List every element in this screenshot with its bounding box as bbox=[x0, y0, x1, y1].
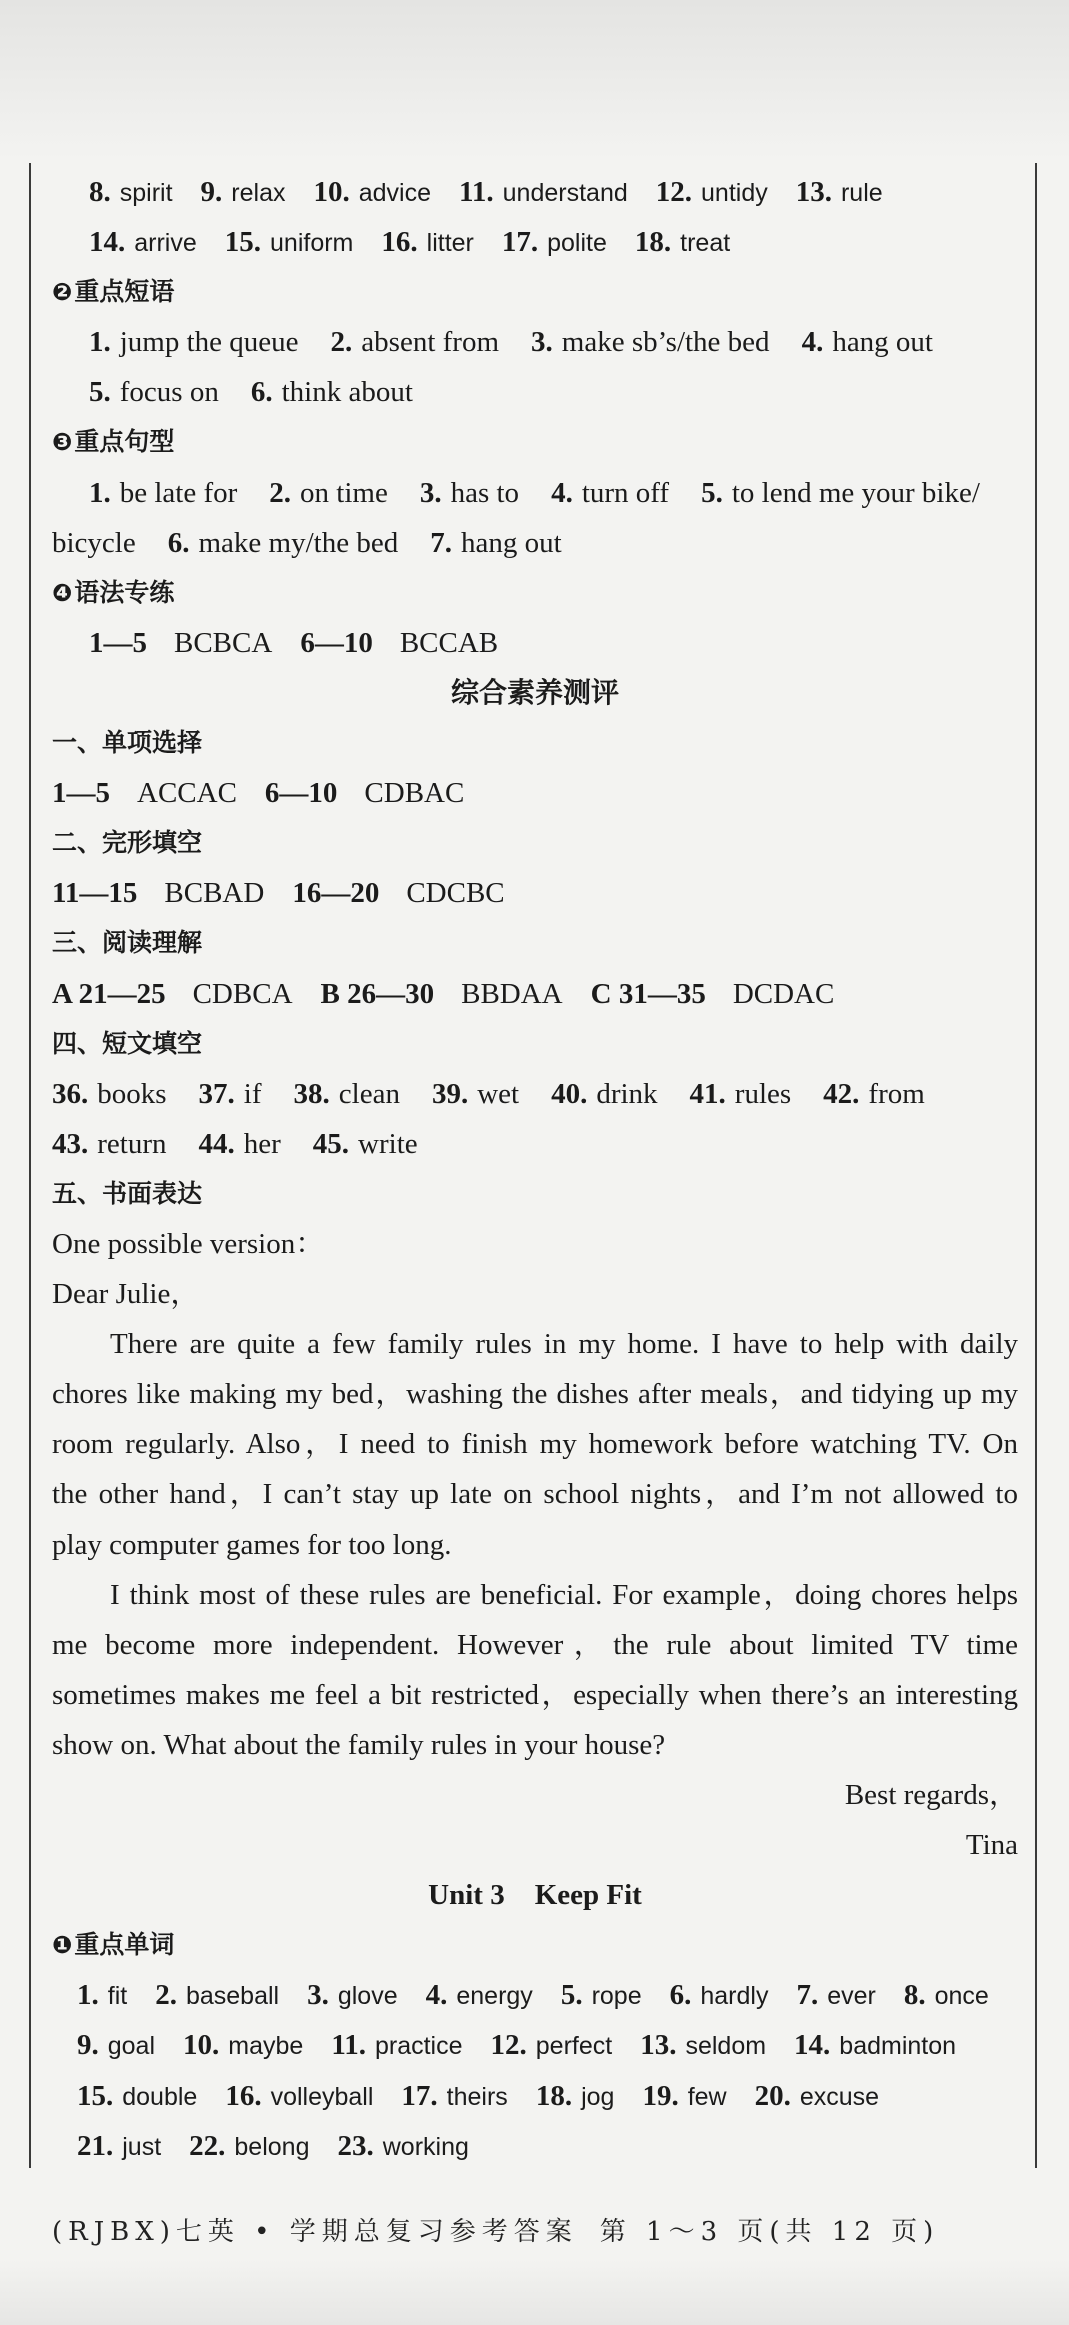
item-number: 1. bbox=[89, 326, 111, 359]
item-answer: relax bbox=[231, 179, 286, 207]
item-number: B 26—30 bbox=[320, 977, 435, 1010]
item-number: 7. bbox=[430, 526, 452, 559]
item-answer: double bbox=[122, 2082, 198, 2111]
item-number: 6. bbox=[669, 1979, 692, 2012]
item-number: 16. bbox=[225, 2079, 262, 2112]
item-number: 10. bbox=[313, 176, 350, 208]
item-number: 13. bbox=[795, 176, 832, 208]
item-answer: hang out bbox=[460, 526, 562, 559]
letter-signature: Tina bbox=[965, 1829, 1018, 1862]
item-answer: few bbox=[687, 2082, 727, 2111]
item-number: 5. bbox=[701, 476, 723, 509]
essay-line: There are quite a few family rules in my home. I have to help with daily bbox=[110, 1328, 1018, 1361]
item-answer: focus on bbox=[119, 376, 219, 409]
answer-item bbox=[531, 317, 770, 367]
item-number: 20. bbox=[754, 2079, 791, 2112]
item-number: 17. bbox=[501, 226, 539, 259]
item-number: 21. bbox=[77, 2129, 114, 2162]
item-number: 2. bbox=[155, 1979, 177, 2012]
item-answer: untidy bbox=[701, 179, 768, 207]
item-number: 5. bbox=[89, 376, 111, 409]
item-answer: clean bbox=[338, 1077, 400, 1110]
item-answer: jump the queue bbox=[119, 326, 299, 359]
item-number: 37. bbox=[198, 1077, 235, 1110]
item-number: 23. bbox=[337, 2129, 374, 2162]
reading-answer-row bbox=[52, 969, 1018, 1019]
item-number: 8. bbox=[89, 176, 111, 208]
item-answer: goal bbox=[107, 2032, 156, 2061]
item-number: 7. bbox=[796, 1979, 819, 2012]
unit-name: Keep Fit bbox=[534, 1879, 642, 1912]
answer-item bbox=[796, 167, 883, 218]
item-number: 12. bbox=[490, 2029, 527, 2062]
item-answer: rope bbox=[591, 1982, 642, 2011]
scan-shading-top bbox=[0, 0, 1069, 160]
item-answer: maybe bbox=[228, 2032, 304, 2061]
item-answer: CDCBC bbox=[406, 877, 505, 910]
item-answer: hardly bbox=[700, 1982, 769, 2011]
item-answer: be late for bbox=[119, 476, 238, 509]
answer-item bbox=[52, 868, 264, 918]
item-answer: perfect bbox=[535, 2032, 613, 2061]
item-answer: BCBAD bbox=[164, 877, 265, 910]
assessment-title: 综合素养测评 bbox=[450, 675, 619, 709]
item-answer: BBDAA bbox=[461, 977, 563, 1010]
footer-page-range: 第 1～3 页(共 12 页) bbox=[599, 2217, 940, 2247]
item-answer: return bbox=[97, 1127, 167, 1160]
item-number: 18. bbox=[634, 226, 672, 259]
item-answer: make my/the bed bbox=[198, 526, 399, 559]
item-number: 3. bbox=[307, 1979, 329, 2012]
letter-greeting: Dear Julie， bbox=[52, 1278, 200, 1311]
section-heading-writing: 五、书面表达 bbox=[52, 1178, 203, 1208]
item-number: 14. bbox=[794, 2029, 831, 2062]
item-number: 4. bbox=[551, 476, 573, 509]
item-number: 16. bbox=[381, 226, 418, 259]
item-answer: advice bbox=[358, 179, 431, 207]
answer-item bbox=[269, 468, 388, 518]
item-number: 45. bbox=[312, 1127, 350, 1160]
item-answer: to lend me your bike/ bbox=[731, 476, 980, 509]
answer-item bbox=[670, 1970, 769, 2021]
answer-item bbox=[292, 868, 504, 918]
answer-item bbox=[642, 2071, 726, 2122]
item-answer: badminton bbox=[839, 2032, 957, 2061]
item-number: 36. bbox=[52, 1077, 89, 1110]
answer-item bbox=[89, 468, 237, 518]
item-answer: glove bbox=[337, 1982, 398, 2011]
item-answer: belong bbox=[234, 2132, 310, 2161]
item-answer: has to bbox=[450, 476, 520, 509]
answer-item bbox=[89, 367, 219, 417]
page-footer bbox=[52, 2207, 939, 2257]
essay-line: show on. What about the family rules in your house? bbox=[52, 1728, 666, 1761]
gap-fill-answer-row bbox=[52, 1069, 1018, 1119]
item-number: 43. bbox=[52, 1127, 89, 1160]
phrase-row bbox=[52, 317, 1018, 367]
answer-item bbox=[591, 969, 835, 1019]
answer-item bbox=[420, 468, 519, 518]
item-number: 11. bbox=[331, 2029, 366, 2062]
item-number: 11. bbox=[459, 176, 494, 208]
item-answer: theirs bbox=[446, 2082, 508, 2111]
item-number: 15. bbox=[224, 226, 262, 259]
item-number: 44. bbox=[198, 1127, 235, 1160]
item-answer: practice bbox=[374, 2032, 463, 2061]
answer-item bbox=[89, 167, 173, 218]
item-answer: baseball bbox=[185, 1982, 280, 2011]
answer-item bbox=[491, 2020, 613, 2071]
item-number: 14. bbox=[89, 226, 126, 259]
item-number: 5. bbox=[560, 1979, 583, 2012]
item-answer: drink bbox=[596, 1077, 658, 1110]
vocab-row bbox=[52, 2121, 1018, 2171]
item-answer: polite bbox=[547, 229, 607, 258]
item-answer: litter bbox=[426, 229, 474, 258]
answer-item bbox=[89, 217, 197, 268]
item-number: 6. bbox=[167, 526, 190, 559]
item-answer: rules bbox=[734, 1077, 792, 1110]
phrase-row bbox=[52, 367, 1018, 417]
answer-item bbox=[331, 2020, 462, 2071]
item-answer: make sb’s/the bed bbox=[561, 326, 770, 359]
section-heading-single-choice: 一、单项选择 bbox=[52, 728, 203, 758]
item-number: A 21—25 bbox=[52, 977, 166, 1010]
section-number-badge: ❹ bbox=[52, 578, 73, 607]
answer-item bbox=[401, 2071, 507, 2122]
section-number-badge: ❸ bbox=[52, 428, 73, 457]
unit-title bbox=[52, 1870, 1018, 1920]
answer-item bbox=[307, 1970, 398, 2021]
item-answer: from bbox=[868, 1077, 925, 1110]
essay-line: room regularly. Also，I need to finish my homework before watching TV. On bbox=[52, 1428, 1018, 1461]
section-heading-reading: 三、阅读理解 bbox=[52, 928, 203, 958]
answer-item bbox=[321, 969, 563, 1019]
item-answer: bicycle bbox=[52, 526, 136, 559]
answer-item bbox=[331, 317, 499, 367]
vocab-row bbox=[52, 217, 1018, 267]
item-number: 11—15 bbox=[52, 877, 138, 910]
item-answer: rule bbox=[840, 179, 883, 207]
item-number: 13. bbox=[640, 2029, 677, 2062]
unit-number: Unit 3 bbox=[428, 1879, 505, 1912]
item-answer: uniform bbox=[270, 229, 354, 258]
sentence-row bbox=[52, 468, 1018, 518]
answer-item bbox=[536, 2071, 615, 2122]
item-answer: energy bbox=[456, 1982, 533, 2011]
item-answer: just bbox=[122, 2132, 162, 2161]
item-answer: volleyball bbox=[270, 2082, 374, 2111]
item-number: 1. bbox=[77, 1979, 99, 2012]
answer-content bbox=[52, 167, 1018, 2171]
item-number: 4. bbox=[801, 326, 824, 359]
vocab-row bbox=[52, 2020, 1018, 2070]
answer-item bbox=[52, 518, 136, 568]
section-heading-label: 语法专练 bbox=[74, 577, 175, 607]
item-answer: working bbox=[382, 2132, 469, 2161]
item-number: 2. bbox=[269, 476, 292, 509]
answer-item bbox=[459, 167, 628, 218]
answer-item bbox=[77, 2121, 161, 2172]
item-answer: her bbox=[243, 1127, 281, 1160]
item-number: 6. bbox=[250, 376, 273, 409]
item-number: 19. bbox=[642, 2079, 679, 2112]
letter-closing: Best regards， bbox=[844, 1779, 1018, 1811]
cloze-answer-row bbox=[52, 868, 1018, 918]
item-number: 1—5 bbox=[89, 626, 147, 659]
section-heading-grammar bbox=[52, 568, 1018, 618]
answer-item bbox=[201, 167, 286, 218]
essay-line: the other hand，I can’t stay up late on school nights，and I’m not allowed to bbox=[52, 1478, 1018, 1511]
answer-item bbox=[313, 1119, 418, 1169]
item-answer: CDBCA bbox=[192, 977, 293, 1010]
section-heading-phrases bbox=[52, 267, 1018, 317]
item-number: 42. bbox=[823, 1077, 860, 1110]
sentence-row bbox=[52, 518, 1018, 568]
single-choice-answer-row bbox=[52, 768, 1018, 818]
item-answer: arrive bbox=[134, 229, 197, 258]
answer-item bbox=[337, 2121, 468, 2172]
answer-item bbox=[199, 1069, 262, 1119]
essay-line: I think most of these rules are beneficial. For example，doing chores helps bbox=[110, 1578, 1018, 1611]
writing-intro: One possible version： bbox=[52, 1227, 325, 1260]
item-number: 17. bbox=[401, 2079, 438, 2112]
answer-item bbox=[251, 367, 413, 417]
answer-item bbox=[52, 1069, 167, 1119]
answer-item bbox=[155, 1970, 279, 2021]
item-answer: once bbox=[934, 1982, 989, 2011]
item-number: 1—5 bbox=[52, 777, 110, 810]
answer-item bbox=[52, 1119, 167, 1169]
gap-fill-answer-row bbox=[52, 1119, 1018, 1169]
item-number: 2. bbox=[330, 326, 353, 359]
section-heading-gap-fill: 四、短文填空 bbox=[52, 1028, 203, 1058]
answer-item bbox=[381, 217, 473, 268]
answer-item bbox=[77, 1970, 127, 2021]
item-number: 41. bbox=[689, 1077, 726, 1110]
answer-item bbox=[701, 468, 980, 518]
item-number: 12. bbox=[655, 176, 693, 208]
answer-item bbox=[755, 2071, 879, 2122]
answer-item bbox=[796, 1970, 875, 2021]
answer-item bbox=[823, 1069, 925, 1119]
item-number: 9. bbox=[77, 2029, 99, 2062]
answer-item bbox=[502, 217, 607, 268]
answer-item bbox=[89, 618, 272, 668]
item-number: 40. bbox=[551, 1077, 588, 1110]
item-answer: absent from bbox=[361, 326, 500, 359]
item-number: C 31—35 bbox=[590, 977, 706, 1010]
essay-line: sometimes makes me feel a bit restricted，especially when there’s an interesting bbox=[52, 1678, 1018, 1711]
answer-item bbox=[183, 2020, 303, 2071]
item-answer: jog bbox=[581, 2082, 615, 2111]
item-answer: on time bbox=[300, 476, 388, 509]
page-border-left bbox=[29, 163, 31, 2168]
essay-line: chores like making my bed，washing the dishes after meals，and tidying up my bbox=[52, 1378, 1018, 1411]
item-answer: excuse bbox=[799, 2082, 880, 2111]
item-number: 22. bbox=[189, 2129, 226, 2162]
item-number: 3. bbox=[419, 476, 442, 509]
item-answer: CDBAC bbox=[364, 777, 465, 810]
vocab-row bbox=[52, 2071, 1018, 2121]
answer-item bbox=[313, 167, 431, 218]
answer-item bbox=[551, 1069, 657, 1119]
item-number: 9. bbox=[200, 176, 223, 208]
answer-item bbox=[690, 1069, 792, 1119]
item-number: 39. bbox=[431, 1077, 469, 1110]
answer-item bbox=[89, 317, 299, 367]
item-answer: BCCAB bbox=[399, 626, 499, 659]
answer-item bbox=[561, 1970, 642, 2021]
item-answer: if bbox=[243, 1077, 262, 1110]
answer-item bbox=[551, 468, 669, 518]
answer-item bbox=[77, 2020, 155, 2071]
footer-series: (RJBX)七英 • 学期总复习参考答案 bbox=[52, 2217, 578, 2247]
answer-item bbox=[52, 768, 237, 818]
item-answer: BCBCA bbox=[174, 626, 273, 659]
section-heading-label: 重点句型 bbox=[74, 427, 175, 457]
item-answer: fit bbox=[107, 1982, 128, 2011]
item-answer: ever bbox=[827, 1982, 876, 2011]
section-heading-label: 重点单词 bbox=[74, 1930, 175, 1960]
answer-item bbox=[225, 2071, 373, 2122]
grammar-answer-row bbox=[52, 618, 1018, 668]
section-number-badge: ❷ bbox=[52, 278, 73, 307]
item-answer: spirit bbox=[119, 179, 173, 207]
item-answer: books bbox=[97, 1077, 167, 1110]
answer-item bbox=[168, 518, 398, 568]
section-heading-label: 重点短语 bbox=[74, 277, 175, 307]
item-answer: ACCAC bbox=[137, 777, 237, 810]
item-answer: understand bbox=[502, 179, 628, 207]
section-heading-sentences bbox=[52, 417, 1018, 467]
vocab-row bbox=[52, 167, 1018, 217]
item-answer: think about bbox=[281, 376, 413, 409]
answer-item bbox=[432, 1069, 519, 1119]
answer-item bbox=[640, 2020, 766, 2071]
answer-item bbox=[426, 1970, 533, 2021]
item-answer: wet bbox=[477, 1077, 520, 1110]
answer-item bbox=[794, 2020, 956, 2071]
item-answer: treat bbox=[680, 229, 731, 258]
answer-item bbox=[300, 618, 498, 668]
item-number: 6—10 bbox=[264, 777, 338, 810]
answer-item bbox=[265, 768, 464, 818]
answer-item bbox=[199, 1119, 281, 1169]
item-answer: DCDAC bbox=[732, 977, 835, 1010]
item-answer: write bbox=[358, 1127, 418, 1160]
section-heading-key-words bbox=[52, 1920, 1018, 1970]
item-number: 3. bbox=[531, 326, 553, 359]
scan-shading-bottom bbox=[0, 2260, 1069, 2325]
item-number: 15. bbox=[77, 2079, 114, 2112]
section-number-badge: ❶ bbox=[52, 1931, 73, 1960]
item-number: 6—10 bbox=[300, 626, 373, 659]
answer-item bbox=[189, 2121, 309, 2172]
item-number: 18. bbox=[535, 2079, 573, 2112]
item-number: 10. bbox=[183, 2029, 220, 2062]
answer-item bbox=[802, 317, 933, 367]
essay-line: me become more independent. However，the rule about limited TV time bbox=[52, 1628, 1018, 1661]
vocab-row bbox=[52, 1970, 1018, 2020]
answer-item bbox=[294, 1069, 400, 1119]
item-answer: hang out bbox=[832, 326, 933, 359]
essay-line: play computer games for too long. bbox=[52, 1528, 452, 1561]
answer-item bbox=[656, 167, 768, 218]
item-answer: turn off bbox=[581, 476, 670, 509]
answer-item bbox=[635, 217, 730, 268]
answer-item bbox=[430, 518, 561, 568]
answer-item bbox=[52, 969, 293, 1019]
item-number: 8. bbox=[903, 1979, 926, 2012]
answer-item bbox=[904, 1970, 989, 2021]
answer-item bbox=[225, 217, 354, 268]
item-number: 16—20 bbox=[292, 877, 380, 910]
section-heading-cloze: 二、完形填空 bbox=[52, 828, 203, 858]
item-number: 38. bbox=[293, 1077, 330, 1110]
item-number: 4. bbox=[425, 1979, 448, 2012]
page-border-right bbox=[1035, 163, 1037, 2168]
answer-item bbox=[77, 2071, 197, 2122]
item-number: 1. bbox=[89, 476, 111, 509]
item-answer: seldom bbox=[685, 2032, 767, 2061]
